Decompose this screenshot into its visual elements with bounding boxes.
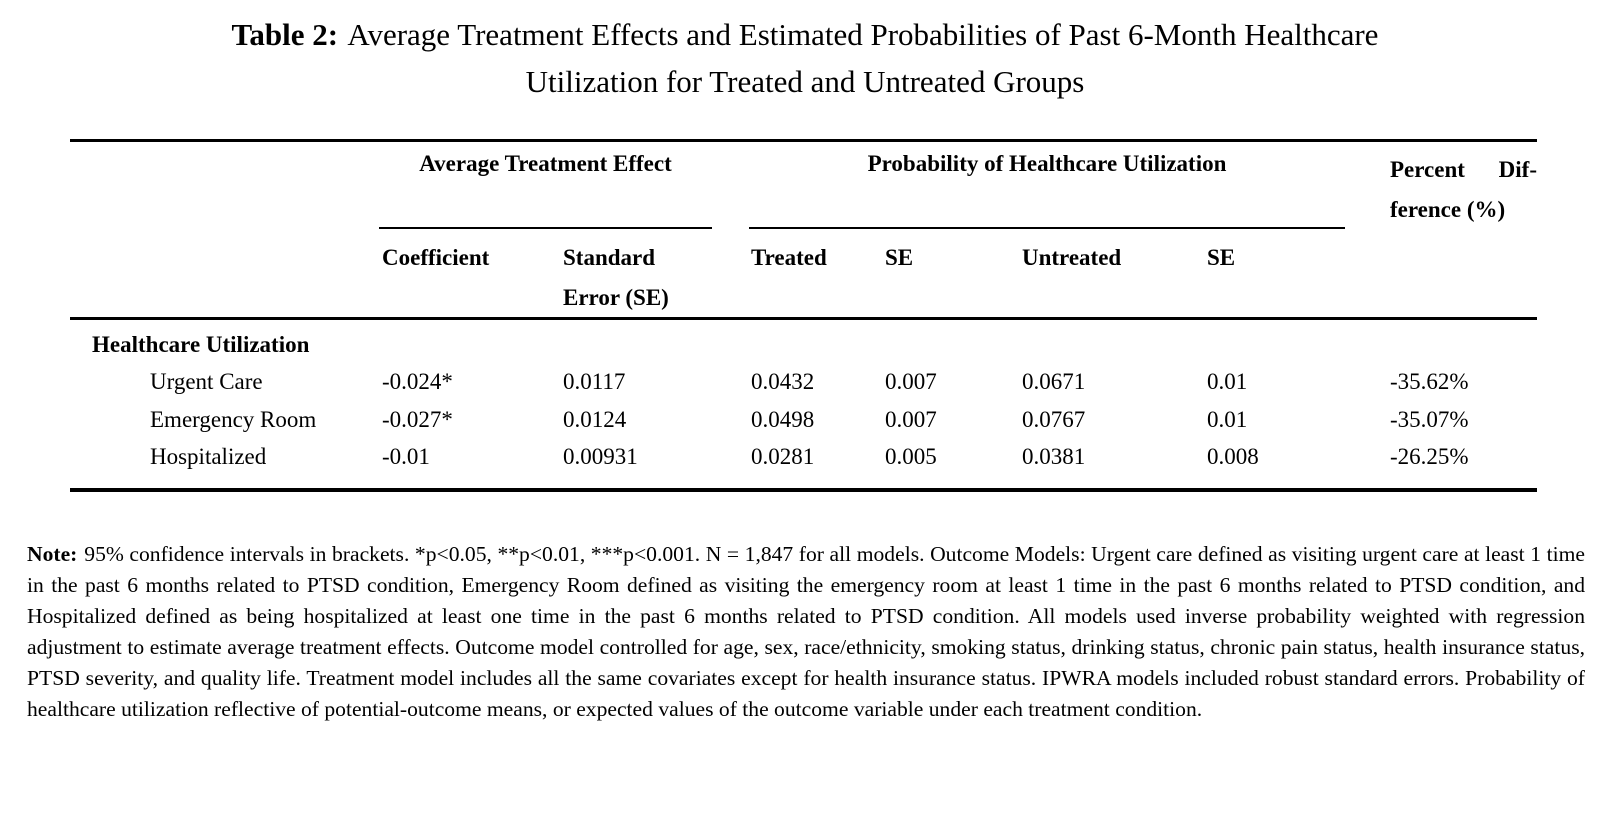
cell-standard-error: 0.0117	[563, 369, 626, 394]
cell-treated: 0.0281	[751, 444, 815, 469]
cell-percent-difference: -35.07%	[1390, 407, 1469, 432]
table-rule-bottom	[70, 488, 1537, 492]
table-note	[27, 539, 1585, 725]
table-caption-text: Average Treatment Effects and Estimated Probabilities of Past 6-Month Healthcare	[347, 17, 1379, 52]
cell-coefficient: -0.027*	[382, 407, 453, 432]
col-header-treated-se: SE	[885, 245, 914, 270]
col-header-untreated: Untreated	[1022, 245, 1122, 270]
col-header-untreated-se: SE	[1207, 245, 1236, 270]
standard-error-line-1: Standard	[563, 245, 656, 270]
cell-standard-error: 0.0124	[563, 407, 627, 432]
col-header-standard-error	[563, 238, 748, 318]
cell-treated-se: 0.007	[885, 407, 937, 432]
cell-percent-difference: -35.62%	[1390, 369, 1469, 394]
group-header-percent-difference	[1390, 150, 1537, 230]
cell-untreated-se: 0.008	[1207, 444, 1259, 469]
cell-treated-se: 0.007	[885, 369, 937, 394]
group-header-average-treatment-effect: Average Treatment Effect	[419, 151, 672, 176]
row-label-hospitalized: Hospitalized	[150, 444, 267, 469]
cell-treated: 0.0432	[751, 369, 815, 394]
cmidrule-probability-utilization	[749, 227, 1345, 229]
table-caption	[0, 11, 1610, 105]
cell-untreated-se: 0.01	[1207, 407, 1248, 432]
note-text: 95% confidence intervals in brackets. *p<0.05, **p<0.01, ***p<0.001. N = 1,847 for all models. Outcome Models: Urgent care defined as visiting urgent care at least 1 time in the past 6 months related to PTSD condition, Emergency Room defined as visiting the emergency room at least 1 time in the past 6 months related to PTSD condition, and Hospitalized defined as being hospitalized at least one time in the past 6 months related to PTSD condition. All models used inverse probability weighted with regression adjustment to estimate average treatment effects. Outcome model controlled for age, sex, race/ethnicity, smoking status, drinking status, chronic pain status, health insurance status, PTSD severity, and quality life. Treatment model includes all the same covariates except for health insurance status. IPWRA models included robust standard errors. Probability of healthcare utilization reflective of potential-outcome means, or expected values of the outcome variable under each treatment condition.	[27, 542, 1585, 721]
row-label-emergency-room: Emergency Room	[150, 407, 317, 432]
cell-untreated: 0.0767	[1022, 407, 1086, 432]
group-header-probability-utilization: Probability of Healthcare Utilization	[867, 151, 1227, 176]
percent-difference-line-2: ference (%)	[1390, 197, 1506, 222]
table-number: Table 2:	[231, 17, 339, 52]
cell-standard-error: 0.00931	[563, 444, 638, 469]
percent-difference-line-1: Percent Dif-	[1390, 157, 1537, 182]
cell-treated-se: 0.005	[885, 444, 937, 469]
col-header-treated: Treated	[751, 245, 827, 270]
table-rule-top	[70, 139, 1537, 142]
cell-percent-difference: -26.25%	[1390, 444, 1469, 469]
table-rule-header-separator	[70, 317, 1537, 320]
section-label-healthcare-utilization: Healthcare Utilization	[92, 332, 310, 357]
note-label: Note:	[27, 542, 78, 566]
table-caption-line-2: Utilization for Treated and Untreated Groups	[525, 64, 1085, 99]
cell-untreated-se: 0.01	[1207, 369, 1248, 394]
cell-untreated: 0.0381	[1022, 444, 1086, 469]
standard-error-line-2: Error (SE)	[563, 285, 669, 310]
cell-treated: 0.0498	[751, 407, 815, 432]
cell-coefficient: -0.01	[382, 444, 430, 469]
cmidrule-average-treatment-effect	[379, 227, 712, 229]
cell-untreated: 0.0671	[1022, 369, 1086, 394]
cell-coefficient: -0.024*	[382, 369, 453, 394]
table-caption-line-1	[0, 11, 1610, 58]
col-header-coefficient: Coefficient	[382, 245, 490, 270]
row-label-urgent-care: Urgent Care	[150, 369, 263, 394]
